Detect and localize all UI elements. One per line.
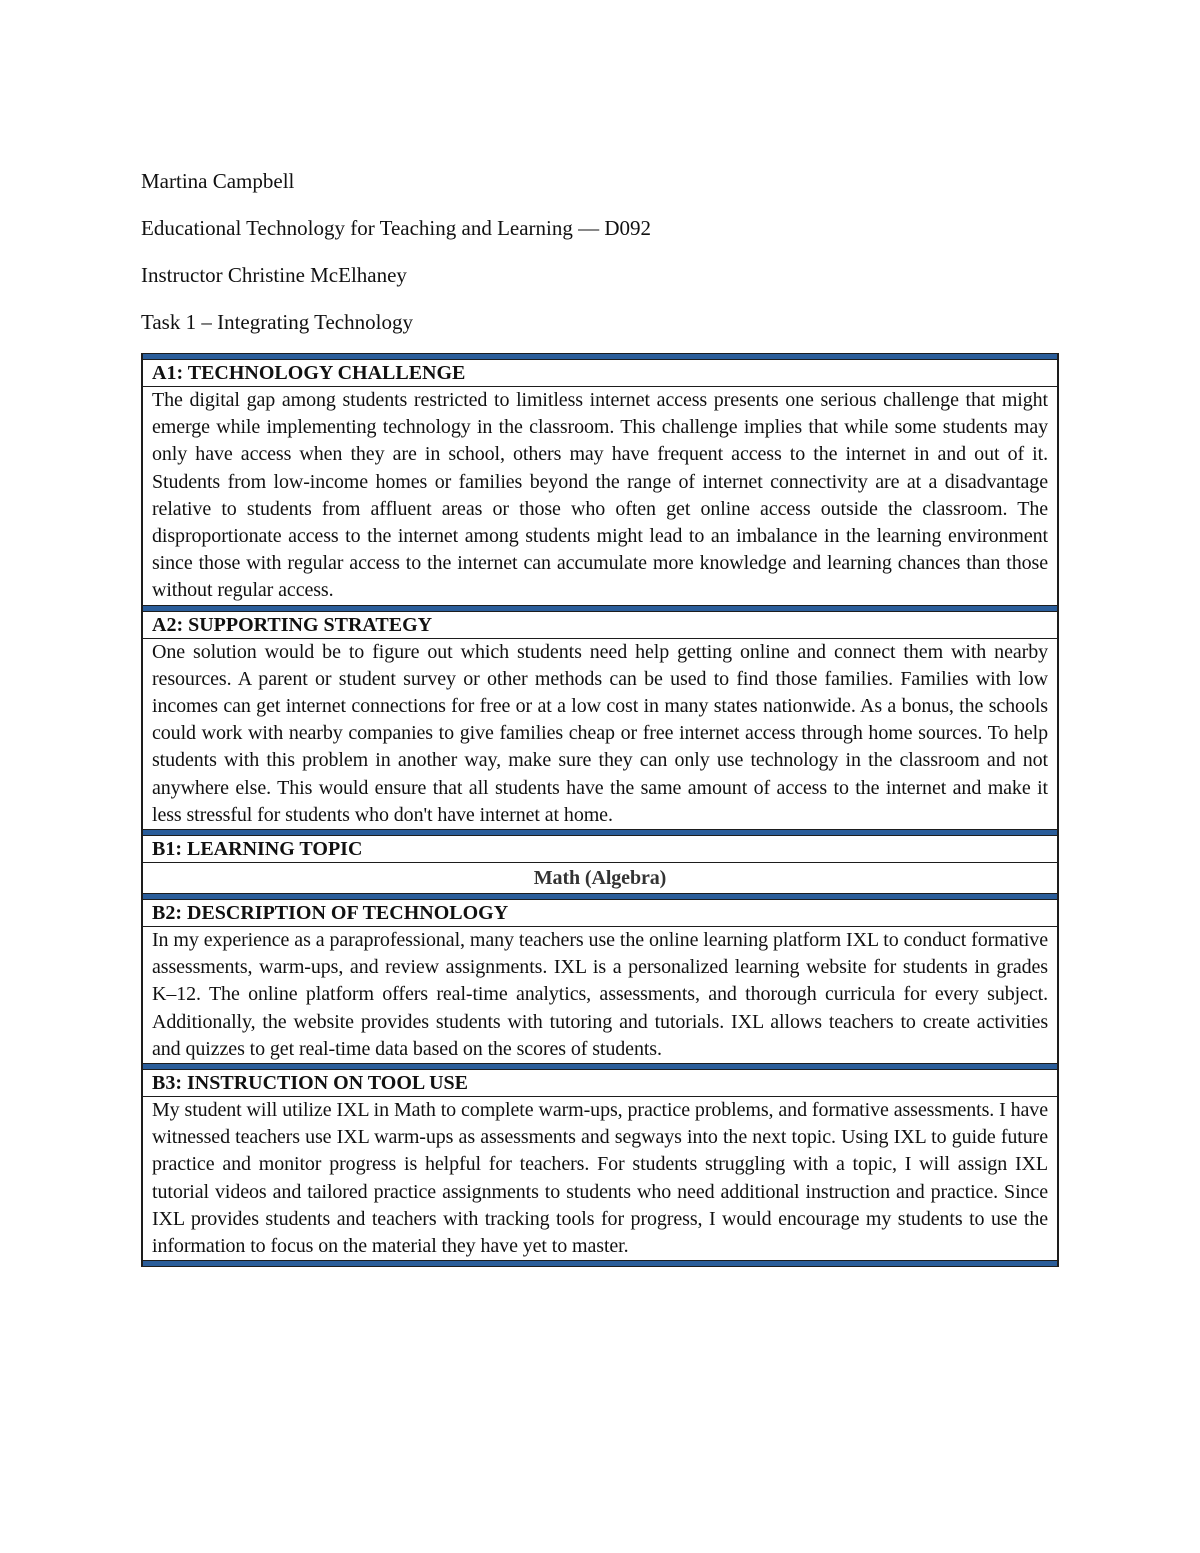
section-heading-b1: B1: LEARNING TOPIC	[143, 836, 1057, 863]
section-heading-a2: A2: SUPPORTING STRATEGY	[143, 612, 1057, 639]
course-title: Educational Technology for Teaching and Learning — D092	[141, 216, 652, 240]
section-heading-b2: B2: DESCRIPTION OF TECHNOLOGY	[143, 900, 1057, 927]
section-body-b1: Math (Algebra)	[533, 867, 667, 890]
task-table	[141, 353, 1059, 1267]
section-body-b2: In my experience as a paraprofessional, many teachers use the online learning platform IXL to conduct formative assessments, warm-ups, and review assignments. IXL is a personalized learning website for students in grades K–12. The online platform offers real-time analytics, assessments, and thorough curricula for every subject. Additionally, the website provides students with tutoring and tutorials. IXL allows teachers to create activities and quizzes to get real-time data based on the scores of students.	[152, 929, 1048, 1060]
section-divider	[143, 829, 1057, 836]
section-body-a2: One solution would be to figure out which students need help getting online and connect them with nearby resources. A parent or student survey or other methods can be used to find those families. Families with low incomes can get internet connections for free or at a low cost in many states nationwide. As a bonus, the schools could work with nearby companies to give families cheap or free internet access through home sources. To help students with this problem in another way, make sure they can only use technology in the classroom and not anywhere else. This would ensure that all students have the same amount of access to the internet and make it less stressful for students who don't have internet at home.	[152, 640, 1048, 826]
author-name: Martina Campbell	[141, 169, 295, 193]
section-divider	[143, 893, 1057, 900]
document-header	[141, 168, 1041, 356]
section-divider	[143, 605, 1057, 612]
section-divider	[143, 353, 1057, 360]
section-divider	[143, 1260, 1057, 1267]
section-body-a1: The digital gap among students restricted to limitless internet access presents one serious challenge that might emerge while implementing technology in the classroom. This challenge implies that while some students may only have access when they are in school, others may have frequent access to the internet in and out of it. Students from low-income homes or families beyond the range of internet connectivity are at a disadvantage relative to students from affluent areas or those who often get online access outside the classroom. The disproportionate access to the internet among students might lead to an imbalance in the learning environment since those with regular access to the internet can accumulate more knowledge and learning chances than those without regular access.	[152, 389, 1048, 602]
section-heading-b3: B3: INSTRUCTION ON TOOL USE	[143, 1070, 1057, 1097]
section-divider	[143, 1063, 1057, 1070]
instructor-name: Instructor Christine McElhaney	[141, 263, 407, 287]
section-body-b3: My student will utilize IXL in Math to complete warm-ups, practice problems, and formative assessments. I have witnessed teachers use IXL warm-ups as assessments and segways into the next topic. Using IXL to guide future practice and monitor progress is helpful for teachers. For students struggling with a topic, I will assign IXL tutorial videos and tailored practice assignments to students who need additional instruction and practice. Since IXL provides students and teachers with tracking tools for progress, I would encourage my students to use the information to focus on the material they have yet to master.	[152, 1099, 1048, 1258]
section-heading-a1: A1: TECHNOLOGY CHALLENGE	[143, 360, 1057, 387]
task-title: Task 1 – Integrating Technology	[141, 310, 413, 334]
